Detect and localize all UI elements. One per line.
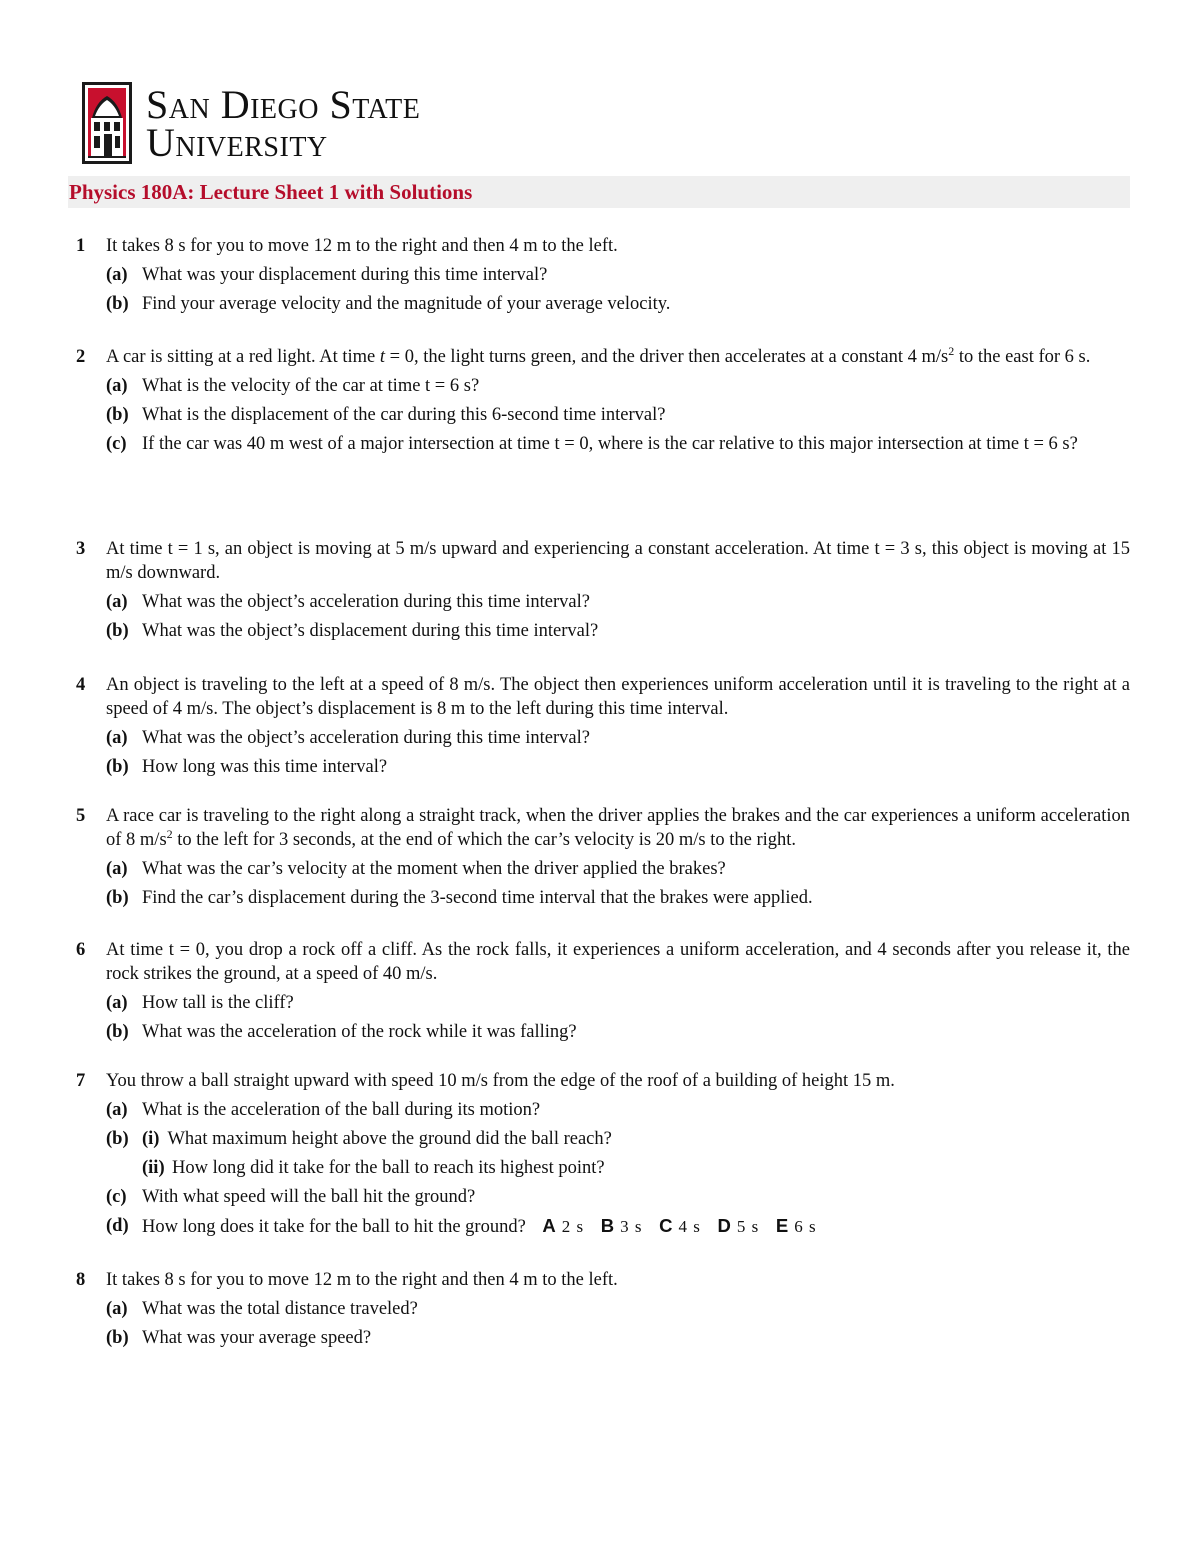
question-4	[76, 673, 1130, 779]
question-stem: At time t = 1 s, an object is moving at 5 m/s upward and experiencing a constant acceleration. At time t = 3 s, this object is moving at 15 m/s downward.	[106, 539, 1130, 583]
part-text: What was the object’s acceleration during this time interval?	[142, 592, 590, 612]
part-text: What maximum height above the ground did the ball reach?	[167, 1129, 612, 1149]
part-text: What was the car’s velocity at the moment when the driver applied the brakes?	[142, 859, 726, 879]
question-number: 2	[76, 347, 86, 367]
question-part	[106, 590, 1130, 614]
part-text: How long does it take for the ball to hit the ground?	[142, 1217, 526, 1237]
part-text: How long did it take for the ball to reach its highest point?	[172, 1158, 605, 1178]
part-text: Find your average velocity and the magnitude of your average velocity.	[142, 294, 671, 314]
question-7	[76, 1069, 1130, 1239]
question-number: 6	[76, 940, 86, 960]
part-label: (d)	[106, 1216, 129, 1236]
part-text: What is the displacement of the car during this 6-second time interval?	[142, 405, 666, 425]
university-name-line1: San Diego State	[146, 82, 421, 127]
part-text: What is the acceleration of the ball during its motion?	[142, 1100, 541, 1120]
university-name-line2: University	[146, 120, 328, 165]
question-stem: A car is sitting at a red light. At time t = 0, the light turns green, and the driver then accelerates at a constant 4 $m/s^2$ to the east for 6 s.	[106, 343, 1091, 367]
answer-choice: B 3 s	[600, 1215, 643, 1236]
question-part	[106, 263, 1130, 287]
part-label: (b)	[106, 621, 129, 641]
part-label: (b)	[106, 405, 129, 425]
part-text: What is the velocity of the car at time t = 6 s?	[142, 376, 480, 396]
question-part	[106, 857, 1130, 881]
part-label: (c)	[106, 1187, 127, 1207]
question-part	[106, 432, 1130, 456]
part-label: (c)	[106, 434, 127, 454]
part-label: (a)	[106, 1299, 128, 1319]
part-label: (b)	[106, 1129, 129, 1149]
question-part	[106, 619, 1130, 643]
part-text: With what speed will the ball hit the ground?	[142, 1187, 476, 1207]
question-part	[106, 1185, 1130, 1209]
question-number: 3	[76, 539, 86, 559]
question-part	[106, 1020, 1130, 1044]
question-2	[76, 345, 1130, 456]
question-part	[106, 374, 1130, 398]
part-label: (b)	[106, 888, 129, 908]
part-label: (a)	[106, 592, 128, 612]
question-6	[76, 938, 1130, 1044]
part-text: What was your average speed?	[142, 1328, 372, 1348]
part-label: (b)	[106, 294, 129, 314]
question-part	[106, 403, 1130, 427]
question-part	[106, 292, 1130, 316]
question-part	[106, 1326, 1130, 1350]
part-text: Find the car’s displacement during the 3-second time interval that the brakes were applied.	[142, 888, 813, 908]
sdsu-logo	[82, 82, 492, 166]
question-1	[76, 234, 1130, 316]
part-label: (a)	[106, 728, 128, 748]
question-number: 1	[76, 236, 86, 256]
part-label: (a)	[106, 1100, 128, 1120]
part-text: How long was this time interval?	[142, 757, 388, 777]
question-3	[76, 537, 1130, 643]
question-stem: At time t = 0, you drop a rock off a cliff. As the rock falls, it experiences a uniform acceleration, and 4 seconds after you release it, the rock strikes the ground, at a speed of 40 m/s.	[106, 940, 1130, 984]
answer-choice: E 6 s	[775, 1215, 817, 1236]
answer-choice: A 2 s	[542, 1215, 585, 1236]
question-part	[106, 1214, 1130, 1239]
question-part	[106, 991, 1130, 1015]
question-part	[106, 726, 1130, 750]
part-label: (b)	[106, 1022, 129, 1042]
question-part	[106, 1127, 1130, 1151]
question-part	[106, 886, 1130, 910]
question-part	[106, 1297, 1130, 1321]
part-text: What was your displacement during this time interval?	[142, 265, 548, 285]
question-number: 8	[76, 1270, 86, 1290]
question-stem: It takes 8 s for you to move 12 m to the right and then 4 m to the left.	[106, 1270, 618, 1290]
part-text: If the car was 40 m west of a major intersection at time t = 0, where is the car relative to this major intersection at time t = 6 s?	[142, 434, 1078, 454]
question-stem: It takes 8 s for you to move 12 m to the right and then 4 m to the left.	[106, 236, 618, 256]
university-name	[146, 82, 421, 165]
subpart-label: (ii)	[142, 1158, 165, 1178]
part-text: What was the object’s displacement during this time interval?	[142, 621, 599, 641]
answer-choice: D 5 s	[717, 1215, 760, 1236]
subpart-label: (i)	[142, 1129, 160, 1149]
part-label: (b)	[106, 1328, 129, 1348]
question-stem: A race car is traveling to the right along a straight track, when the driver applies the brakes and the car experiences a uniform acceleration of 8 $m/s^2$ to the left for 3 seconds, at the end of which the car’s velocity is 20 m/s to the right.	[106, 806, 1130, 850]
question-stem: You throw a ball straight upward with speed 10 m/s from the edge of the roof of a building of height 15 m.	[106, 1071, 895, 1091]
question-5	[76, 804, 1130, 910]
part-label: (a)	[106, 265, 128, 285]
question-part	[106, 755, 1130, 779]
question-number: 7	[76, 1071, 86, 1091]
part-label: (a)	[106, 859, 128, 879]
part-text: What was the total distance traveled?	[142, 1299, 418, 1319]
part-text: What was the acceleration of the rock while it was falling?	[142, 1022, 577, 1042]
question-part	[106, 1098, 1130, 1122]
question-part	[106, 1156, 1130, 1180]
question-number: 5	[76, 806, 86, 826]
part-label: (a)	[106, 993, 128, 1013]
part-text: What was the object’s acceleration during this time interval?	[142, 728, 590, 748]
question-number: 4	[76, 675, 86, 695]
answer-choice: C 4 s	[659, 1215, 701, 1236]
question-stem: An object is traveling to the left at a speed of 8 m/s. The object then experiences uniform acceleration until it is traveling to the right at a speed of 4 m/s. The object’s displacement is 8 m to the left during this time interval.	[106, 675, 1130, 719]
sdsu-seal-icon	[82, 82, 132, 164]
part-label: (a)	[106, 376, 128, 396]
page-title: Physics 180A: Lecture Sheet 1 with Solutions	[69, 180, 473, 204]
part-text: How tall is the cliff?	[142, 993, 294, 1013]
title-bar	[68, 176, 1130, 208]
part-label: (b)	[106, 757, 129, 777]
question-8	[76, 1268, 1130, 1350]
